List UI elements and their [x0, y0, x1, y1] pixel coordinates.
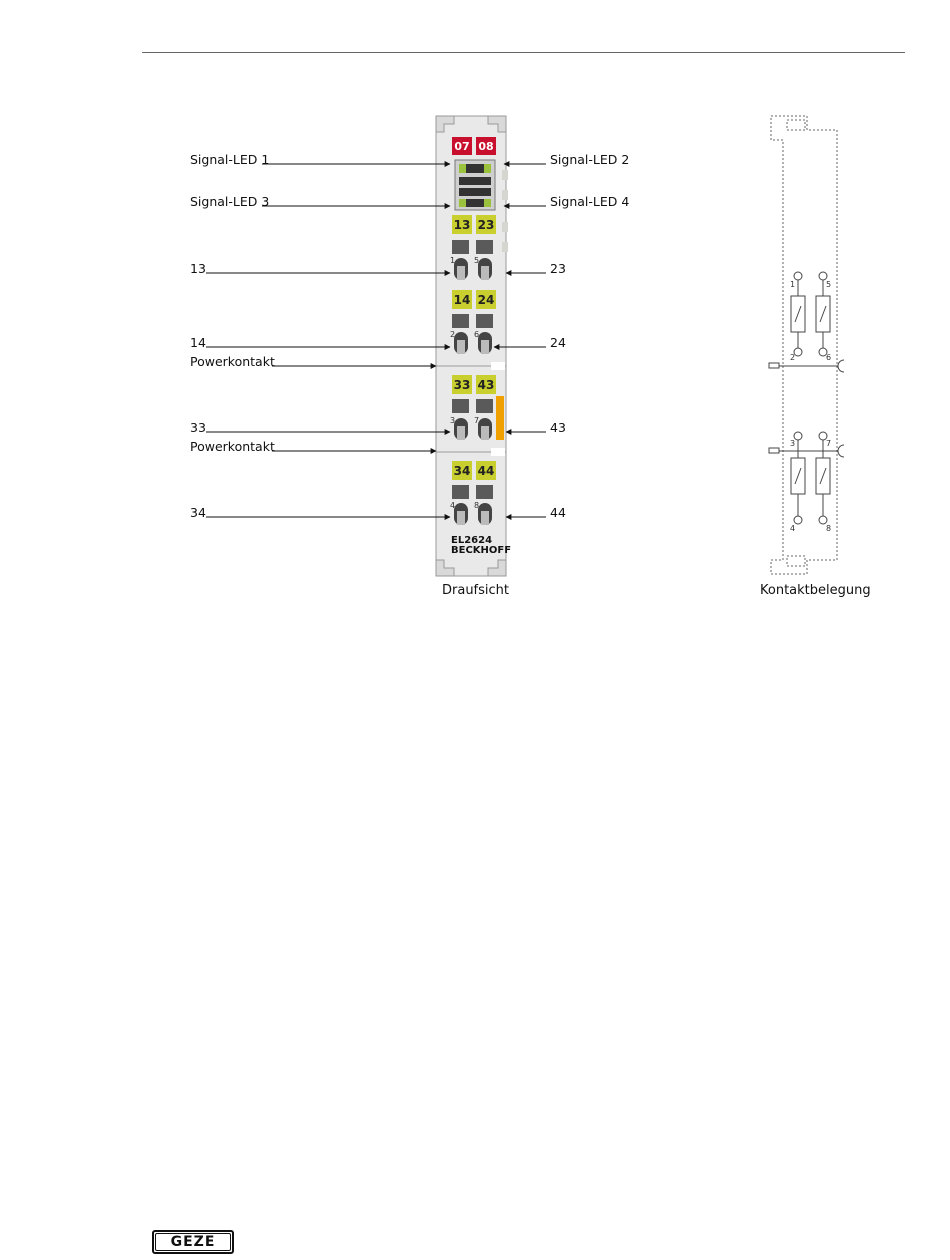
- label-powerkontakt-2: Powerkontakt: [190, 439, 275, 454]
- label-signal-led-4: Signal-LED 4: [550, 194, 630, 209]
- svg-text:6: 6: [474, 330, 480, 339]
- label-signal-led-2: Signal-LED 2: [550, 152, 630, 167]
- tag-24: 24: [477, 293, 495, 307]
- label-33: 33: [190, 420, 206, 435]
- contact-schematic: [769, 116, 844, 574]
- label-24: 24: [550, 335, 566, 350]
- svg-text:5: 5: [826, 280, 832, 289]
- label-signal-led-1: Signal-LED 1: [190, 152, 270, 167]
- tag-44: 44: [477, 464, 495, 478]
- geze-logo: [152, 1230, 234, 1254]
- svg-text:5: 5: [474, 256, 480, 265]
- orange-tab: [496, 396, 504, 440]
- tag-33: 33: [453, 378, 471, 392]
- svg-text:7: 7: [826, 439, 832, 448]
- svg-text:1: 1: [450, 256, 456, 265]
- svg-text:7: 7: [474, 416, 480, 425]
- led-label-07: 07: [454, 140, 470, 153]
- svg-text:3: 3: [450, 416, 456, 425]
- tag-34: 34: [453, 464, 471, 478]
- svg-text:2: 2: [790, 353, 796, 362]
- tag-23: 23: [477, 218, 495, 232]
- tag-14: 14: [453, 293, 471, 307]
- svg-text:4: 4: [450, 501, 456, 510]
- led-label-08: 08: [478, 140, 494, 153]
- label-powerkontakt-1: Powerkontakt: [190, 354, 275, 369]
- model-label: EL2624: [451, 535, 493, 546]
- label-43: 43: [550, 420, 566, 435]
- tag-43: 43: [477, 378, 495, 392]
- caption-pin-assignment: Kontaktbelegung: [760, 583, 871, 598]
- svg-text:4: 4: [790, 524, 796, 533]
- label-14: 14: [190, 335, 206, 350]
- svg-text:8: 8: [474, 501, 480, 510]
- svg-text:2: 2: [450, 330, 456, 339]
- svg-text:1: 1: [790, 280, 796, 289]
- terminal-diagram: [0, 0, 950, 620]
- svg-text:8: 8: [826, 524, 832, 533]
- label-13: 13: [190, 261, 206, 276]
- tag-13: 13: [453, 218, 471, 232]
- svg-text:6: 6: [826, 353, 832, 362]
- geze-logo-text: GEZE: [155, 1233, 231, 1251]
- label-signal-led-3: Signal-LED 3: [190, 194, 270, 209]
- label-44: 44: [550, 505, 566, 520]
- label-34: 34: [190, 505, 206, 520]
- brand-label: BECKHOFF: [451, 545, 512, 556]
- leader-lines-left: [206, 164, 450, 517]
- svg-text:3: 3: [790, 439, 796, 448]
- label-23: 23: [550, 261, 566, 276]
- caption-top-view: Draufsicht: [442, 583, 510, 598]
